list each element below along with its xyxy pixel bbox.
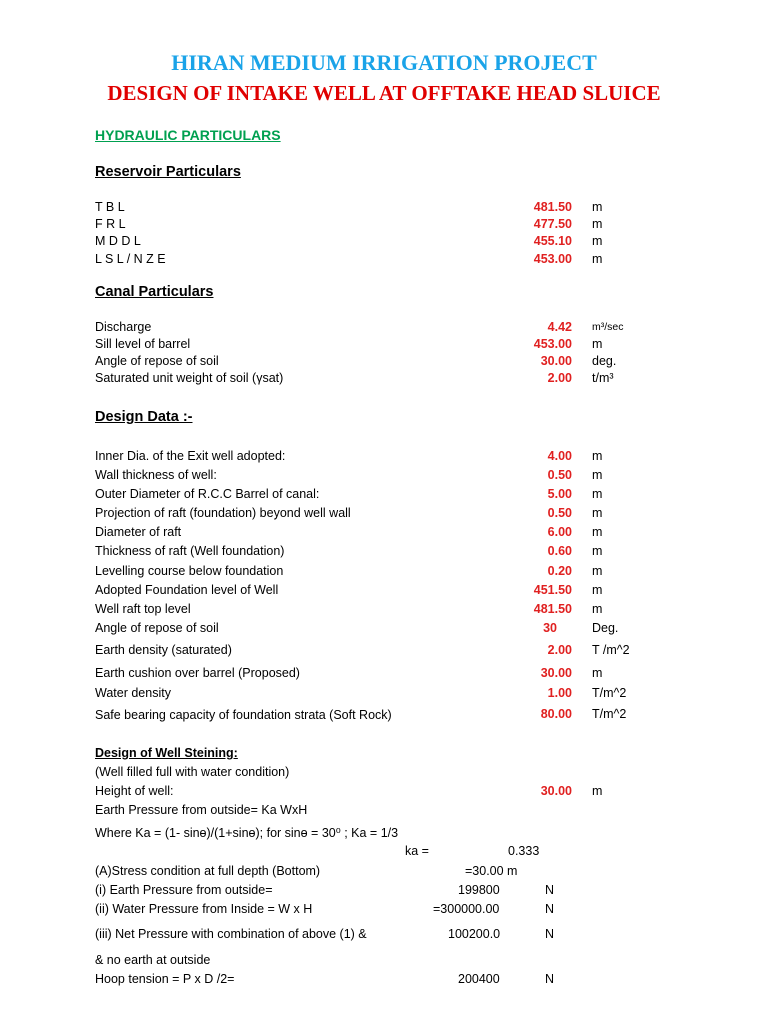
- canal-unit: m³/sec: [592, 321, 624, 333]
- canal-heading: Canal Particulars: [95, 284, 214, 300]
- design-value: 1.00: [547, 686, 572, 700]
- canal-label: Angle of repose of soil: [95, 354, 219, 368]
- design-label: Diameter of raft: [95, 525, 182, 539]
- design-label: Wall thickness of well:: [95, 468, 217, 482]
- design-value: 30: [543, 621, 557, 635]
- reservoir-unit: m: [592, 252, 603, 266]
- height-label: Height of well:: [95, 784, 174, 798]
- earth-pressure-formula: Earth Pressure from outside= Ka WxH: [95, 803, 308, 817]
- hoop-tension-unit: N: [545, 972, 555, 986]
- design-value: 451.50: [533, 583, 572, 597]
- design-label: Thickness of raft (Well foundation): [95, 544, 285, 558]
- design-label: Safe bearing capacity of foundation strata (Soft Rock): [95, 708, 392, 722]
- design-label: Projection of raft (foundation) beyond well wall: [95, 506, 351, 520]
- height-value: 30.00: [540, 784, 572, 798]
- design-value: 0.60: [547, 544, 572, 558]
- reservoir-label: L S L / N Z E: [95, 252, 166, 266]
- hoop-tension-label: Hoop tension = P x D /2=: [95, 972, 235, 986]
- water-pressure-label: (ii) Water Pressure from Inside = W x H: [95, 902, 313, 916]
- design-unit: m: [592, 449, 603, 463]
- design-unit: T/m^2: [592, 707, 627, 721]
- design-unit: m: [592, 468, 603, 482]
- reservoir-value: 453.00: [533, 252, 572, 266]
- design-unit: T/m^2: [592, 686, 627, 700]
- design-unit: m: [592, 666, 603, 680]
- design-value: 4.00: [547, 449, 572, 463]
- design-unit: m: [592, 544, 603, 558]
- earth-pressure-label: (i) Earth Pressure from outside=: [95, 883, 273, 897]
- canal-label: Saturated unit weight of soil (γsat): [95, 371, 284, 385]
- reservoir-label: T B L: [95, 200, 125, 214]
- design-unit: m: [592, 564, 603, 578]
- design-value: 0.20: [547, 564, 572, 578]
- hydraulic-heading: HYDRAULIC PARTICULARS: [95, 127, 281, 143]
- design-unit: m: [592, 583, 603, 597]
- design-unit: m: [592, 525, 603, 539]
- design-label: Inner Dia. of the Exit well adopted:: [95, 449, 286, 463]
- design-value: 2.00: [547, 643, 572, 657]
- reservoir-value: 455.10: [533, 234, 572, 248]
- design-label: Adopted Foundation level of Well: [95, 583, 279, 597]
- net-pressure-unit: N: [545, 927, 555, 941]
- reservoir-unit: m: [592, 200, 603, 214]
- no-earth-text: & no earth at outside: [95, 953, 211, 967]
- stress-label: (A)Stress condition at full depth (Bottom): [95, 864, 321, 878]
- ka-label: ka =: [405, 844, 429, 858]
- reservoir-unit: m: [592, 234, 603, 248]
- earth-pressure-unit: N: [545, 883, 555, 897]
- net-pressure-value: 100200.0: [448, 927, 501, 941]
- reservoir-label: F R L: [95, 217, 126, 231]
- design-label: Outer Diameter of R.C.C Barrel of canal:: [95, 487, 320, 501]
- canal-unit: deg.: [592, 354, 617, 368]
- design-heading: Design Data :-: [95, 409, 193, 425]
- design-value: 0.50: [547, 468, 572, 482]
- design-label: Levelling course below foundation: [95, 564, 284, 578]
- condition-text: (Well filled full with water condition): [95, 765, 290, 779]
- canal-label: Sill level of barrel: [95, 337, 191, 351]
- earth-pressure-value: 199800: [458, 883, 500, 897]
- design-value: 0.50: [547, 506, 572, 520]
- canal-unit: t/m³: [592, 371, 614, 385]
- steining-heading: Design of Well Steining:: [95, 746, 238, 760]
- design-label: Angle of repose of soil: [95, 621, 219, 635]
- design-unit: m: [592, 602, 603, 616]
- design-unit: m: [592, 506, 603, 520]
- design-label: Water density: [95, 686, 171, 700]
- design-unit: T /m^2: [592, 643, 630, 657]
- design-value: 80.00: [540, 707, 572, 721]
- reservoir-label: M D D L: [95, 234, 141, 248]
- ka-value: 0.333: [508, 844, 540, 858]
- design-label: Earth density (saturated): [95, 643, 232, 657]
- design-unit: Deg.: [592, 621, 619, 635]
- height-unit: m: [592, 784, 603, 798]
- page-subtitle: DESIGN OF INTAKE WELL AT OFFTAKE HEAD SLUICE: [107, 81, 661, 105]
- reservoir-heading: Reservoir Particulars: [95, 164, 241, 180]
- reservoir-value: 477.50: [533, 217, 572, 231]
- design-value: 481.50: [533, 602, 572, 616]
- design-value: 6.00: [547, 525, 572, 539]
- page-title: HIRAN MEDIUM IRRIGATION PROJECT: [171, 50, 597, 75]
- canal-value: 4.42: [547, 320, 572, 334]
- design-value: 30.00: [540, 666, 572, 680]
- design-value: 5.00: [547, 487, 572, 501]
- reservoir-unit: m: [592, 217, 603, 231]
- net-pressure-label: (iii) Net Pressure with combination of above (1) &: [95, 927, 367, 941]
- stress-value: =30.00 m: [465, 864, 518, 878]
- canal-value: 453.00: [533, 337, 572, 351]
- canal-label: Discharge: [95, 320, 152, 334]
- design-label: Well raft top level: [95, 602, 191, 616]
- ka-formula: Where Ka = (1- sinɵ)/(1+sinɵ); for sinɵ = 30⁰ ; Ka = 1/3: [95, 826, 399, 840]
- reservoir-value: 481.50: [533, 200, 572, 214]
- water-pressure-value: =300000.00: [433, 902, 500, 916]
- canal-value: 30.00: [540, 354, 572, 368]
- canal-value: 2.00: [547, 371, 572, 385]
- design-label: Earth cushion over barrel (Proposed): [95, 666, 300, 680]
- water-pressure-unit: N: [545, 902, 555, 916]
- hoop-tension-value: 200400: [458, 972, 500, 986]
- design-unit: m: [592, 487, 603, 501]
- canal-unit: m: [592, 337, 603, 351]
